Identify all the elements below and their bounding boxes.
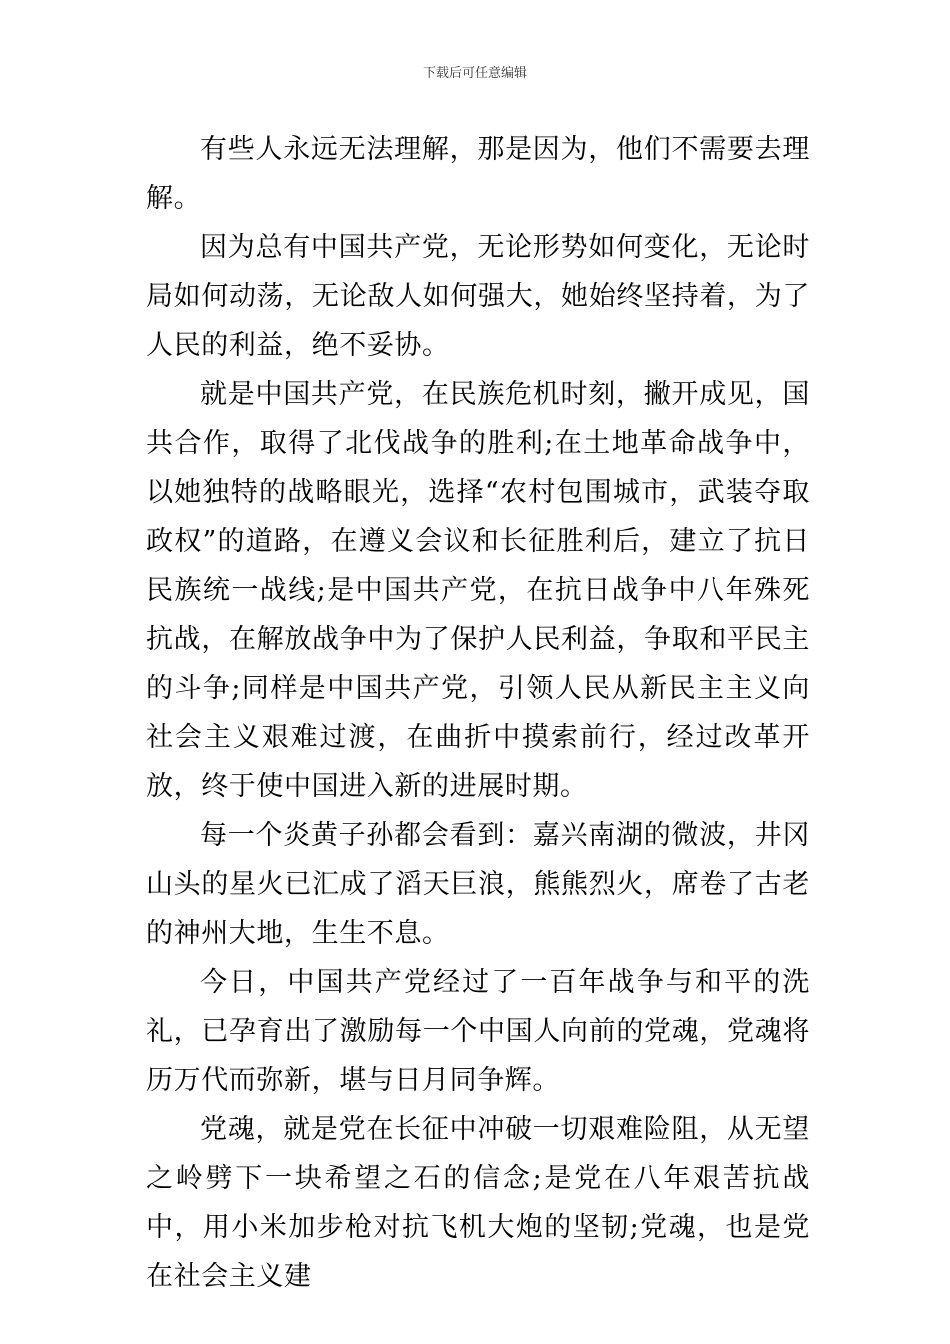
paragraph-3: 就是中国共产党，在民族危机时刻，撇开成见，国共合作，取得了北伐战争的胜利;在土地革命战争中，以她独特的战略眼光，选择“农村包围城市，武装夺取政权”的道路，在遵义会议和长征胜利后，建立了抗日民族统一战线;是中国共产党，在抗日战争中八年殊死抗战，在解放战争中为了保护人民利益，争取和平民主的斗争;同样是中国共产党，引领人民从新民主主义向社会主义艰难过渡，在曲折中摸索前行，经过改革开放，终于使中国进入新的进展时期。 [146, 379, 810, 802]
document-body [146, 125, 810, 1301]
paragraph-5: 今日，中国共产党经过了一百年战争与和平的洗礼，已孕育出了激励每一个中国人向前的党魂，党魂将历万代而弥新，堪与日月同争辉。 [146, 967, 810, 1096]
paragraph-6: 党魂，就是党在长征中冲破一切艰难险阻，从无望之岭劈下一块希望之石的信念;是党在八年艰苦抗战中，用小米加步枪对抗飞机大炮的坚韧;党魂，也是党在社会主义建 [146, 1114, 810, 1292]
paragraph-2: 因为总有中国共产党，无论形势如何变化，无论时局如何动荡，无论敌人如何强大，她始终坚持着，为了人民的利益，绝不妥协。 [146, 232, 810, 361]
paragraph-1: 有些人永远无法理解，那是因为，他们不需要去理解。 [146, 134, 810, 214]
header-note: 下载后可任意编辑 [422, 66, 527, 81]
paragraph-4: 每一个炎黄子孙都会看到：嘉兴南湖的微波，井冈山头的星火已汇成了滔天巨浪，熊熊烈火，席卷了古老的神州大地，生生不息。 [146, 820, 810, 949]
